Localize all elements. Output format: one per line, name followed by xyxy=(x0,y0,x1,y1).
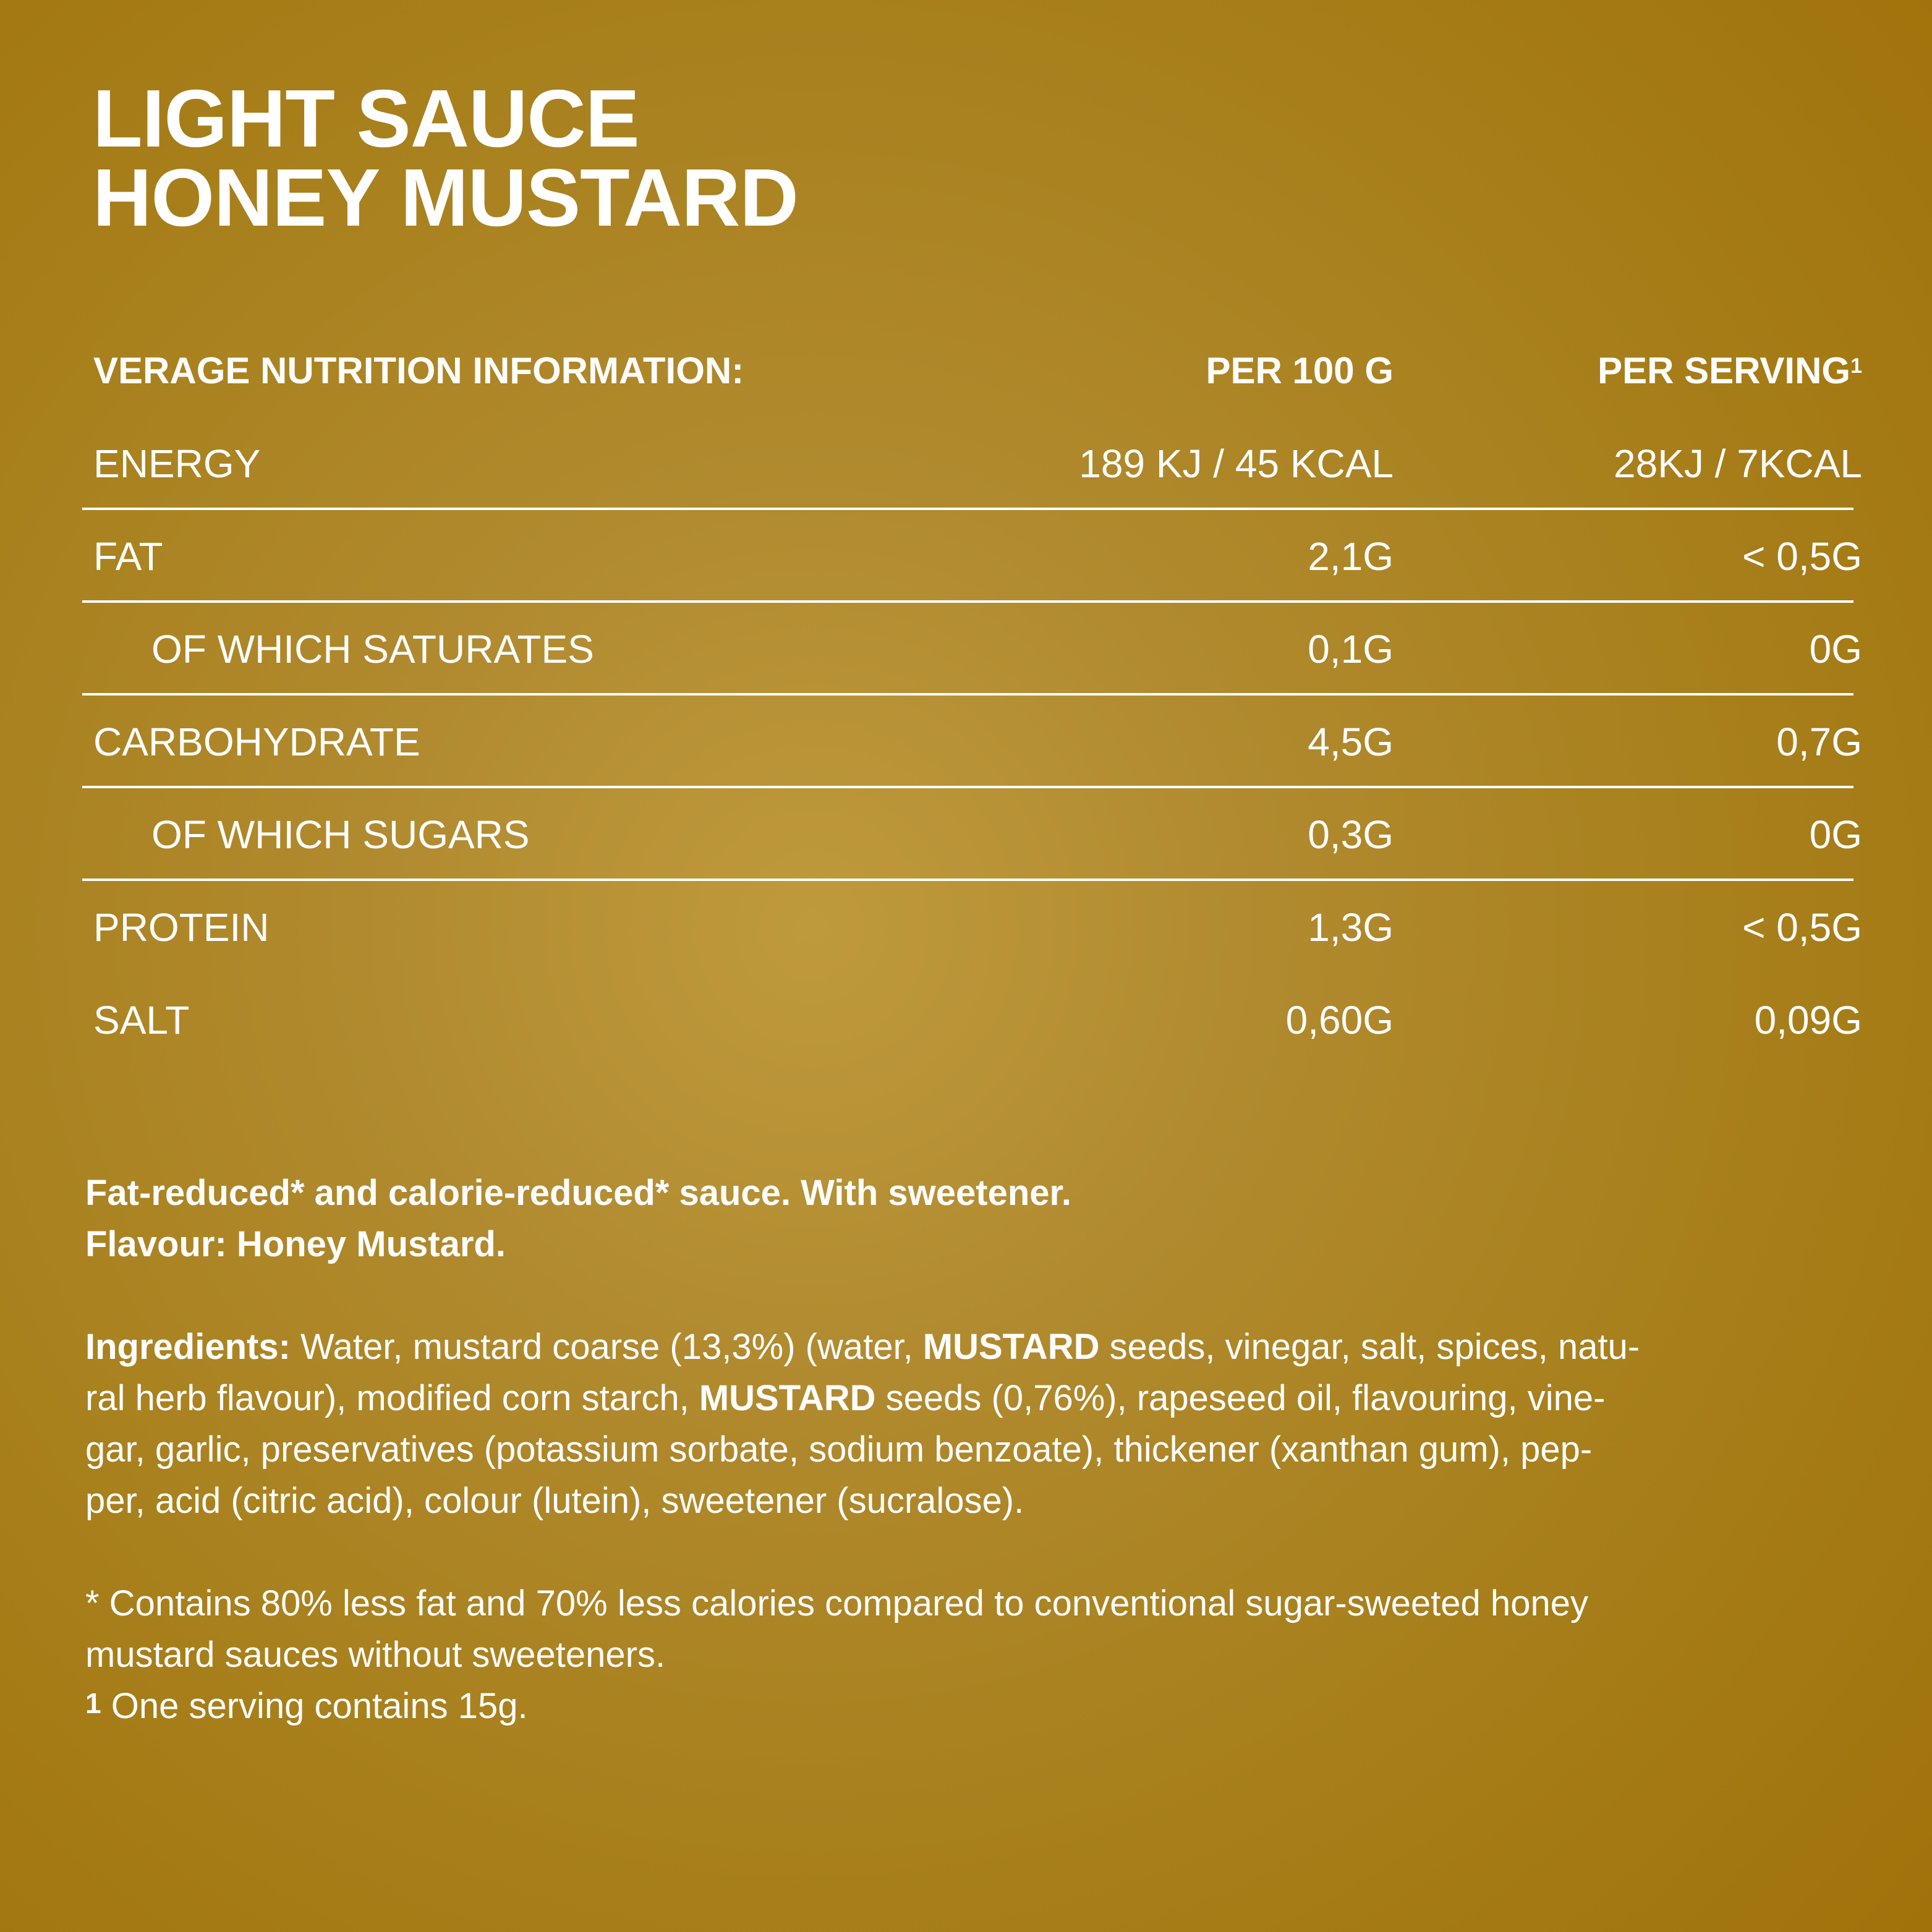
ingredients-text: Water, mustard coarse (13,3%) (water, xyxy=(290,1327,923,1367)
spacer xyxy=(85,1526,1853,1578)
footnote-serving-marker: 1 xyxy=(85,1687,101,1719)
value-per-serving: < 0,5G xyxy=(1742,905,1862,950)
ingredients-text: ral herb flavour), modified corn starch, xyxy=(85,1378,699,1418)
nutrition-row-salt xyxy=(82,974,1862,1066)
value-per-serving: 0,09G xyxy=(1754,998,1862,1042)
ingredients-line-3: gar, garlic, preservatives (potassium sorbate, sodium benzoate), thickener (xanthan gum), pep- xyxy=(85,1429,1593,1470)
spacer xyxy=(85,1270,1853,1321)
value-per-100g: 4,5G xyxy=(1308,720,1394,764)
nutrition-row-fat xyxy=(82,510,1862,603)
header-per-100g: PER 100 G xyxy=(1206,350,1394,391)
header-label: VERAGE NUTRITION INFORMATION: xyxy=(93,350,744,391)
ingredients-text: seeds, vinegar, salt, spices, natu- xyxy=(1099,1327,1640,1367)
nutrient-label: CARBOHYDRATE xyxy=(93,720,420,764)
ingredients-line-4: per, acid (citric acid), colour (lutein), sweetener (sucralose). xyxy=(85,1481,1024,1521)
product-title xyxy=(93,73,798,243)
description-line-1: Fat-reduced* and calorie-reduced* sauce. With sweetener. xyxy=(85,1173,1071,1213)
value-per-100g: 1,3G xyxy=(1308,905,1394,950)
nutrition-row-protein xyxy=(82,881,1862,974)
value-per-100g: 2,1G xyxy=(1308,534,1394,579)
nutrition-row-carbohydrate xyxy=(82,696,1862,788)
footnote-star-line-2: mustard sauces without sweeteners. xyxy=(85,1635,666,1675)
footnote-star-line-1: * Contains 80% less fat and 70% less calories compared to conventional sugar-sweeted honey xyxy=(85,1583,1588,1623)
nutrient-label: SALT xyxy=(93,998,190,1042)
value-per-100g: 0,1G xyxy=(1308,627,1394,671)
ingredients-heading: Ingredients: xyxy=(85,1327,291,1367)
nutrient-label: FAT xyxy=(93,534,163,579)
ingredients-block xyxy=(85,1321,1853,1526)
allergen-highlight: MUSTARD xyxy=(699,1378,876,1418)
value-per-100g: 189 KJ / 45 KCAL xyxy=(1079,441,1394,486)
header-per-serving-text: PER SERVING xyxy=(1598,350,1851,391)
nutrition-row-sugars xyxy=(82,788,1862,881)
nutrition-table xyxy=(82,325,1862,1066)
value-per-serving: 0G xyxy=(1809,812,1862,857)
nutrient-label: ENERGY xyxy=(93,441,261,486)
ingredients-text: seeds (0,76%), rapeseed oil, flavouring, vine- xyxy=(875,1378,1606,1418)
value-per-100g: 0,60G xyxy=(1285,998,1394,1042)
value-per-100g: 0,3G xyxy=(1308,812,1394,857)
title-line-1: LIGHT SAUCE xyxy=(93,73,639,164)
nutrition-row-energy xyxy=(82,417,1862,510)
ingredients-line-1 xyxy=(85,1321,1853,1372)
footnote-serving xyxy=(85,1680,1853,1732)
nutrient-label: OF WHICH SUGARS xyxy=(151,812,530,857)
value-per-serving: 0,7G xyxy=(1776,720,1862,764)
ingredients-line-2 xyxy=(85,1372,1853,1424)
value-per-serving: 28KJ / 7KCAL xyxy=(1614,441,1862,486)
footnote-serving-text: One serving contains 15g. xyxy=(111,1686,528,1726)
value-per-serving: 0G xyxy=(1809,627,1862,671)
nutrition-row-saturates xyxy=(82,603,1862,696)
title-line-2: HONEY MUSTARD xyxy=(93,152,798,243)
nutrition-table-header xyxy=(82,325,1862,417)
footnote-marker: 1 xyxy=(1850,354,1862,378)
nutrient-label: OF WHICH SATURATES xyxy=(151,627,594,671)
header-per-serving xyxy=(1598,325,1862,417)
product-notes xyxy=(85,1167,1853,1732)
description-line-2: Flavour: Honey Mustard. xyxy=(85,1224,506,1264)
allergen-highlight: MUSTARD xyxy=(922,1327,1100,1367)
nutrient-label: PROTEIN xyxy=(93,905,270,950)
value-per-serving: < 0,5G xyxy=(1742,534,1862,579)
